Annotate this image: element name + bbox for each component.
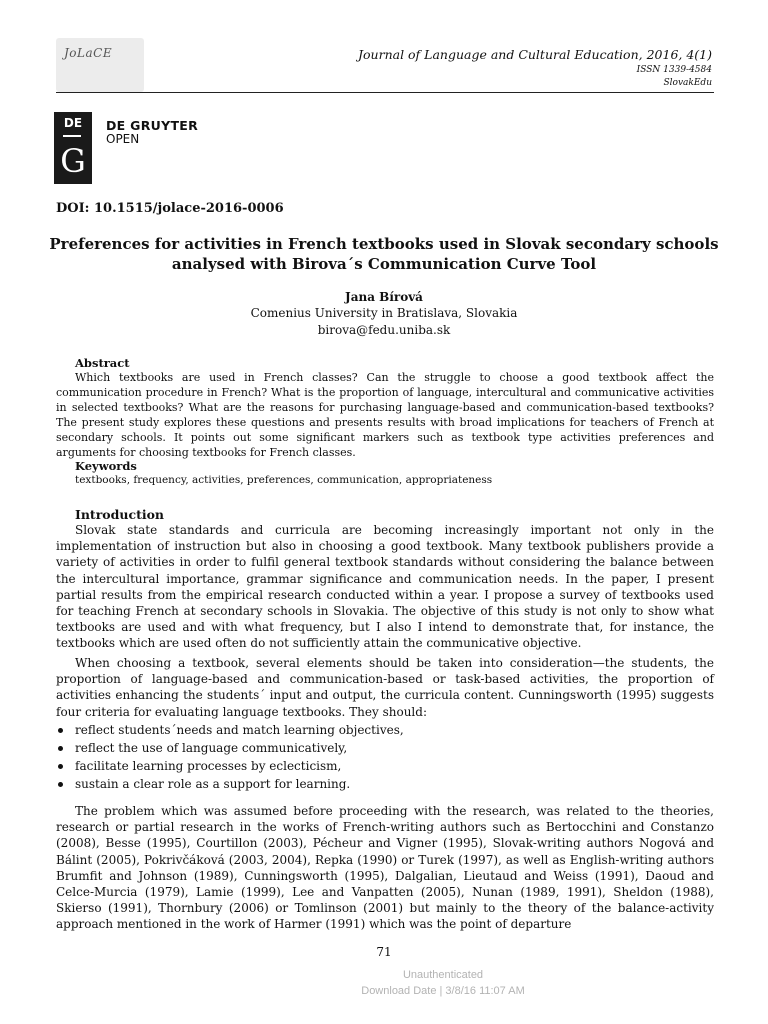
footer-download-date: Download Date | 3/8/16 11:07 AM xyxy=(361,985,525,997)
intro-paragraph-1: Slovak state standards and curricula are becoming increasingly important not only in the implementation of instruction but also in choosing a good textbook. Many textbook publishers provide a variety of activities in order to fulfil general textbook standards without considering the balance between the intercultural importance, grammar significance and communication needs. In the paper, I present partial results from the empirical research conducted within a year. I propose a survey of textbooks used for teaching French at secondary schools in Slovakia. The objective of this study is not only to show what textbooks are used and with what frequency, but I also I intend to demonstrate that, for instance, the textbooks which are used often do not sufficiently attain the communicative objective. xyxy=(56,523,714,651)
intro-paragraph-3: The problem which was assumed before proceeding with the research, was related to the theories, research or partial research in the works of French-writing authors such as Bertocchini and Constanzo (2008), Besse (1995), Courtillon (2003), Pécheur and Vigner (1995), Slovak-writing authors Nogová and Bálint (2005), Pokrivčáková (2003, 2004), Repka (1990) or Turek (1997), as well as English-writing authors Brumfit and Johnson (1989), Cunningsworth (1995), Dalgalian, Lieutaud and Weiss (1991), Daoud and Celce-Murcia (1979), Lamie (1999), Lee and Vanpatten (2005), Nunan (1989, 1991), Sheldon (1988), Skierso (1991), Thornbury (2006) or Tomlinson (2001) but mainly to the theory of the balance-activity approach mentioned in the work of Harmer (1991) which was the point of departure xyxy=(56,804,714,932)
criteria-list xyxy=(56,721,404,793)
author-name: Jana Bírová xyxy=(345,290,423,304)
keywords-text: textbooks, frequency, activities, preferences, communication, appropriateness xyxy=(75,474,493,486)
intro-paragraph-2: When choosing a textbook, several elements should be taken into consideration—the students, the proportion of language-based and communication-based or task-based activities, the proportion of activities enhancing the students´ input and output, the curricula content. Cunningsworth (1995) suggests four criteria for evaluating language textbooks. They should: xyxy=(56,656,714,719)
list-item: reflect students´needs and match learning objectives, xyxy=(56,721,404,739)
degruyter-logo-rule xyxy=(63,135,81,137)
page-number: 71 xyxy=(376,945,392,959)
paper-title xyxy=(40,234,728,274)
paper-title-line-2: analysed with Birova´s Communication Curve Tool xyxy=(171,255,597,273)
abstract-heading: Abstract xyxy=(75,356,130,370)
degruyter-logo-g: G xyxy=(60,142,86,180)
footer-auth-status: Unauthenticated xyxy=(402,969,484,981)
publisher-tag: SlovakEdu xyxy=(663,78,712,88)
issn: ISSN 1339-4584 xyxy=(636,65,712,75)
abstract-text: Which textbooks are used in French classes? Can the struggle to choose a good textbook affect the communication procedure in French? What is the proportion of language, intercultural and communicative activities in selected textbooks? What are the reasons for purchasing language-based and communication-based textbooks? The present study explores these questions and presents results with broad implications for teachers of French at secondary schools. It points out some significant markers such as textbook type activities preferences and arguments for choosing textbooks for French classes. xyxy=(56,371,714,460)
list-item: reflect the use of language communicatively, xyxy=(56,739,404,757)
publisher-sub: OPEN xyxy=(106,132,140,146)
journal-title: Journal of Language and Cultural Education, 2016, 4(1) xyxy=(358,47,712,62)
list-item: sustain a clear role as a support for learning. xyxy=(56,775,404,793)
keywords-heading: Keywords xyxy=(75,459,137,473)
paper-title-line-1: Preferences for activities in French textbooks used in Slovak secondary schools xyxy=(49,235,719,253)
introduction-heading: Introduction xyxy=(75,507,165,522)
author-email: birova@fedu.uniba.sk xyxy=(317,323,451,337)
degruyter-logo-de: DE xyxy=(63,116,83,130)
publisher-name: DE GRUYTER xyxy=(106,118,199,133)
header-divider xyxy=(56,92,714,93)
journal-logo-text: JoLaCE xyxy=(64,46,113,60)
author-affiliation: Comenius University in Bratislava, Slovakia xyxy=(250,306,518,320)
doi: DOI: 10.1515/jolace-2016-0006 xyxy=(56,201,284,216)
list-item: facilitate learning processes by eclecticism, xyxy=(56,757,404,775)
